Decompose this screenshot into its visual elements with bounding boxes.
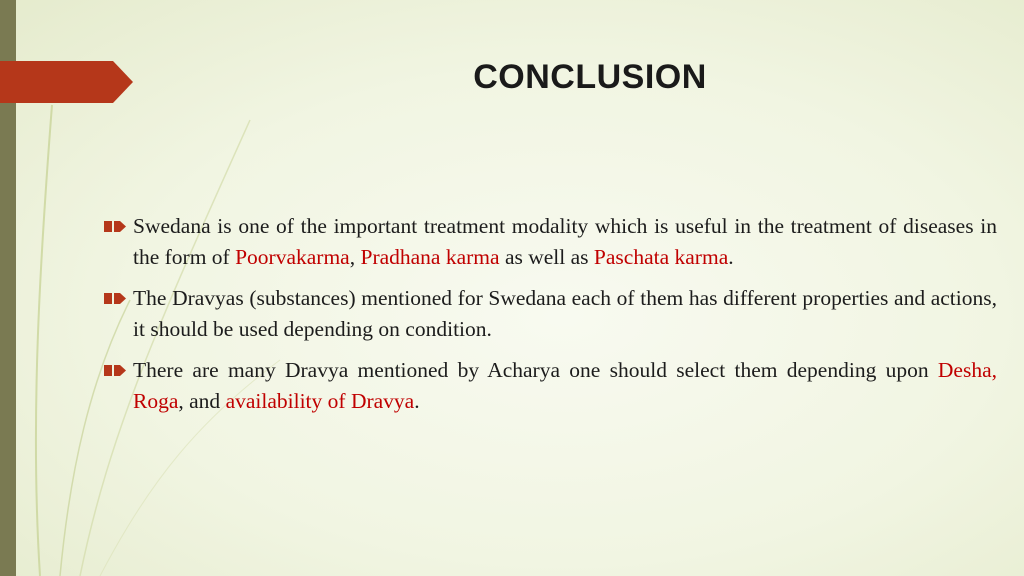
arrow-bullet-icon <box>104 220 126 233</box>
highlight-term: Paschata karma <box>593 245 729 269</box>
bullet-text: , <box>349 245 361 269</box>
bullet-text: . <box>728 245 734 269</box>
bullet-text: The Dravyas (substances) mentioned for Swedana each of them has different properties and actions, it should be used depending on condition. <box>133 286 997 341</box>
bullet-list <box>104 211 997 427</box>
bullet-item <box>104 355 997 417</box>
bullet-text: There are many Dravya mentioned by Acharya one should select them depending upon <box>133 358 938 382</box>
bullet-item <box>104 211 997 273</box>
bullet-text: Swedana is one of the important treatment modality which is useful in the treatment of diseases in the form of <box>133 214 997 269</box>
bullet-text: as well as <box>499 245 594 269</box>
title-accent-tab <box>0 61 133 103</box>
arrow-bullet-icon <box>104 292 126 305</box>
slide-title: CONCLUSION <box>473 58 707 96</box>
arrow-bullet-icon <box>104 364 126 377</box>
highlight-term: Poorvakarma <box>235 245 350 269</box>
bullet-text: . <box>414 389 420 413</box>
highlight-term: Desha, Roga <box>133 358 997 413</box>
highlight-term: availability of Dravya <box>225 389 415 413</box>
highlight-term: Pradhana karma <box>360 245 500 269</box>
bullet-text: , and <box>178 389 226 413</box>
bullet-item <box>104 283 997 345</box>
